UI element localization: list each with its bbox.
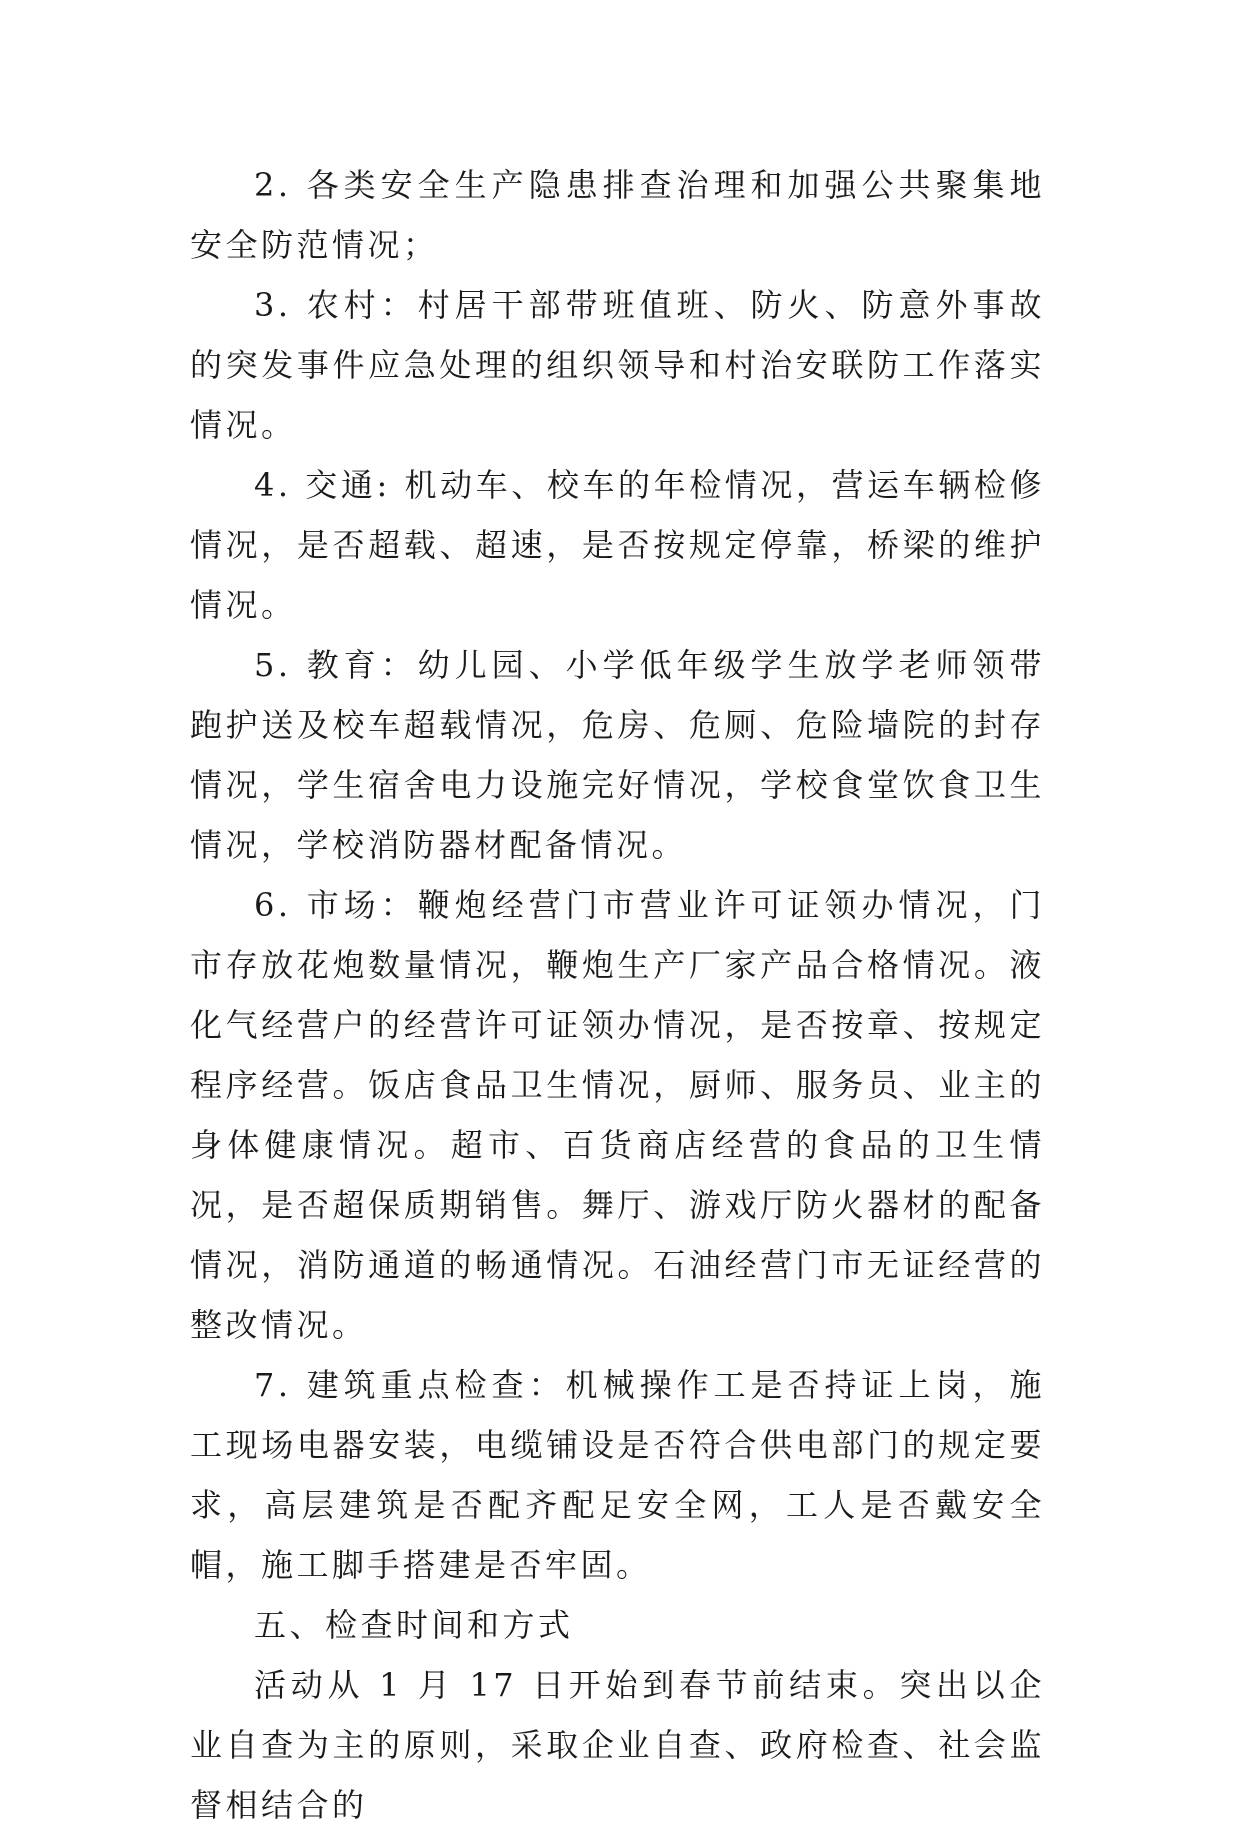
paragraph-item-4-traffic: 4. 交通: 机动车、校车的年检情况，营运车辆检修情况，是否超载、超速，是否按规定停靠，桥梁的维护情况。 — [190, 466, 1045, 624]
paragraph-item-2-safety-hazards: 2. 各类安全生产隐患排查治理和加强公共聚集地安全防范情况； — [190, 166, 1045, 264]
document-body — [190, 155, 1045, 1835]
paragraph-item-3-rural: 3. 农村：村居干部带班值班、防火、防意外事故的突发事件应急处理的组织领导和村治安联防工作落实情况。 — [190, 286, 1045, 444]
section-heading-inspection-time: 五、检查时间和方式 — [254, 1606, 574, 1644]
paragraph-inspection-schedule: 活动从 1 月 17 日开始到春节前结束。突出以企业自查为主的原则，采取企业自查、政府检查、社会监督相结合的 — [190, 1666, 1045, 1824]
paragraph-item-6-market: 6. 市场：鞭炮经营门市营业许可证领办情况，门市存放花炮数量情况，鞭炮生产厂家产品合格情况。液化气经营户的经营许可证领办情况，是否按章、按规定程序经营。饭店食品卫生情况，厨师、服务员、业主的身体健康情况。超市、百货商店经营的食品的卫生情况，是否超保质期销售。舞厅、游戏厅防火器材的配备情况，消防通道的畅通情况。石油经营门市无证经营的整改情况。 — [190, 886, 1045, 1344]
paragraph-item-5-education: 5. 教育：幼儿园、小学低年级学生放学老师领带跑护送及校车超载情况，危房、危厕、危险墙院的封存情况，学生宿舍电力设施完好情况，学校食堂饮食卫生情况，学校消防器材配备情况。 — [190, 646, 1045, 864]
paragraph-item-7-construction: 7. 建筑重点检查：机械操作工是否持证上岗，施工现场电器安装，电缆铺设是否符合供电部门的规定要求，高层建筑是否配齐配足安全网，工人是否戴安全帽，施工脚手搭建是否牢固。 — [190, 1366, 1045, 1584]
